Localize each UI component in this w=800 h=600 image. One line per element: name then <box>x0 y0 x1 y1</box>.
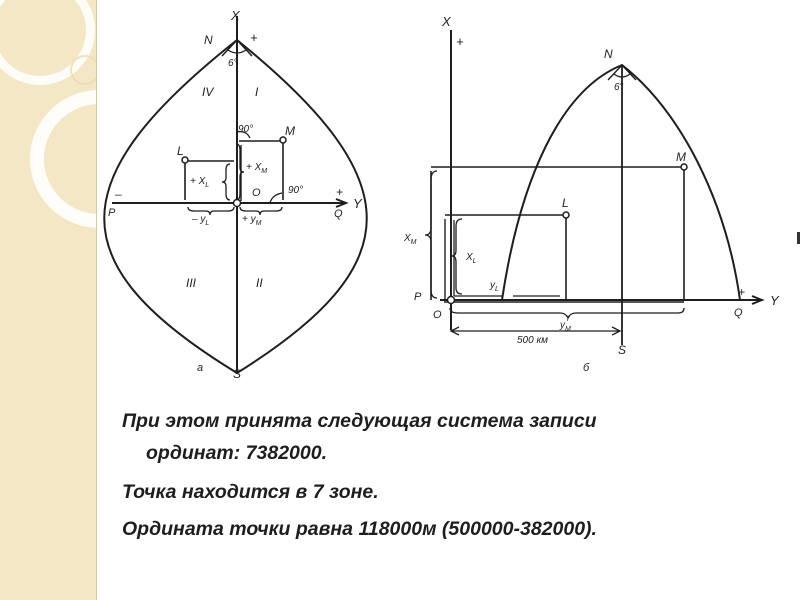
figure-a-label-q3: III <box>186 276 197 290</box>
figure-a-angle90-arc-right <box>270 193 282 203</box>
figure-a-brace-xl <box>222 164 230 200</box>
figure-a-label-angle: 6° <box>228 58 238 69</box>
figure-a-label-m: M <box>285 124 295 138</box>
figure-b-label-x: X <box>442 14 451 29</box>
figure-b-label-q: Q <box>734 307 743 319</box>
figure-a-label-p: P <box>108 207 116 219</box>
figure-b-label-m: M <box>676 150 686 164</box>
figure-b-label-plus: + <box>456 34 464 49</box>
figure-b-point-l <box>563 212 569 218</box>
figure-a-labels <box>108 8 363 381</box>
figure-a-label-q1: I <box>255 85 259 99</box>
figure-a-points <box>182 137 286 207</box>
figure-b-label-n: N <box>604 47 613 61</box>
figure-b-point-o <box>448 297 455 304</box>
figure-b <box>425 30 762 345</box>
figure-a-label-xl: + $X_L$ <box>190 176 210 189</box>
figure-b-label-km: 500 км <box>517 335 549 346</box>
figure-b-label-l: L <box>562 196 569 210</box>
figure-b-label-p: P <box>414 291 422 303</box>
figure-b-label-xm: $X_M$ <box>404 233 417 246</box>
figure-b-label-plus-right: + <box>738 285 746 299</box>
figure-a-label-q2: II <box>256 276 263 290</box>
figure-b-point-m <box>681 164 687 170</box>
figure-b-zone-outline <box>502 65 740 300</box>
figure-a-point-o <box>234 200 241 207</box>
figure-a-label-o: O <box>252 187 261 199</box>
figure-b-label-y: Y <box>770 293 779 308</box>
figure-b-label-yl: $y_L$ <box>490 280 499 293</box>
figure-a-label-plus-right: + <box>336 185 344 199</box>
figure-a-label-plus: + <box>250 30 258 45</box>
text-line-1: При этом принята следующая система записи <box>122 410 597 432</box>
figure-b-label-o: O <box>433 309 442 321</box>
figure-b-caption: б <box>583 362 590 374</box>
figure-b-label-ym: $y_Mr$ <box>560 316 571 333</box>
text-line-3: Точка находится в 7 зоне. <box>122 481 379 503</box>
figure-b-meridian-right <box>622 65 636 80</box>
figure-a-caption: а <box>197 362 204 374</box>
figure-a-label-ym: + $y_M$ <box>242 214 262 227</box>
text-line-4: Ордината точки равна 118000м (500000-382000). <box>122 518 597 540</box>
figure-a-label-l: L <box>177 144 184 158</box>
figure-b-label-xl: $X_L$ <box>466 252 477 265</box>
text-line-2: ординат: 7382000. <box>146 442 327 464</box>
figure-a-meridian-left <box>222 40 237 56</box>
figure-a <box>104 16 367 373</box>
figure-a-label-yl: – $y_L$ <box>192 214 210 227</box>
figure-a-label-minus: – <box>115 187 122 201</box>
figure-b-labels <box>403 14 780 374</box>
figure-a-label-x: X <box>231 8 240 23</box>
figure-b-points <box>448 164 688 304</box>
figure-a-label-90-top: 90° <box>238 124 254 135</box>
figure-a-label-q: Q <box>334 208 343 220</box>
figure-a-label-xm: + $X_M$ <box>246 162 268 175</box>
figure-b-label-s: S <box>618 343 627 357</box>
figure-a-label-q4: IV <box>202 85 214 99</box>
figure-b-label-angle: 6° <box>614 82 624 93</box>
figure-a-label-n: N <box>204 33 213 47</box>
figure-a-label-90-right: 90° <box>288 185 304 196</box>
figure-a-label-s: S <box>233 367 242 381</box>
figure-a-label-y: Y <box>353 196 362 211</box>
